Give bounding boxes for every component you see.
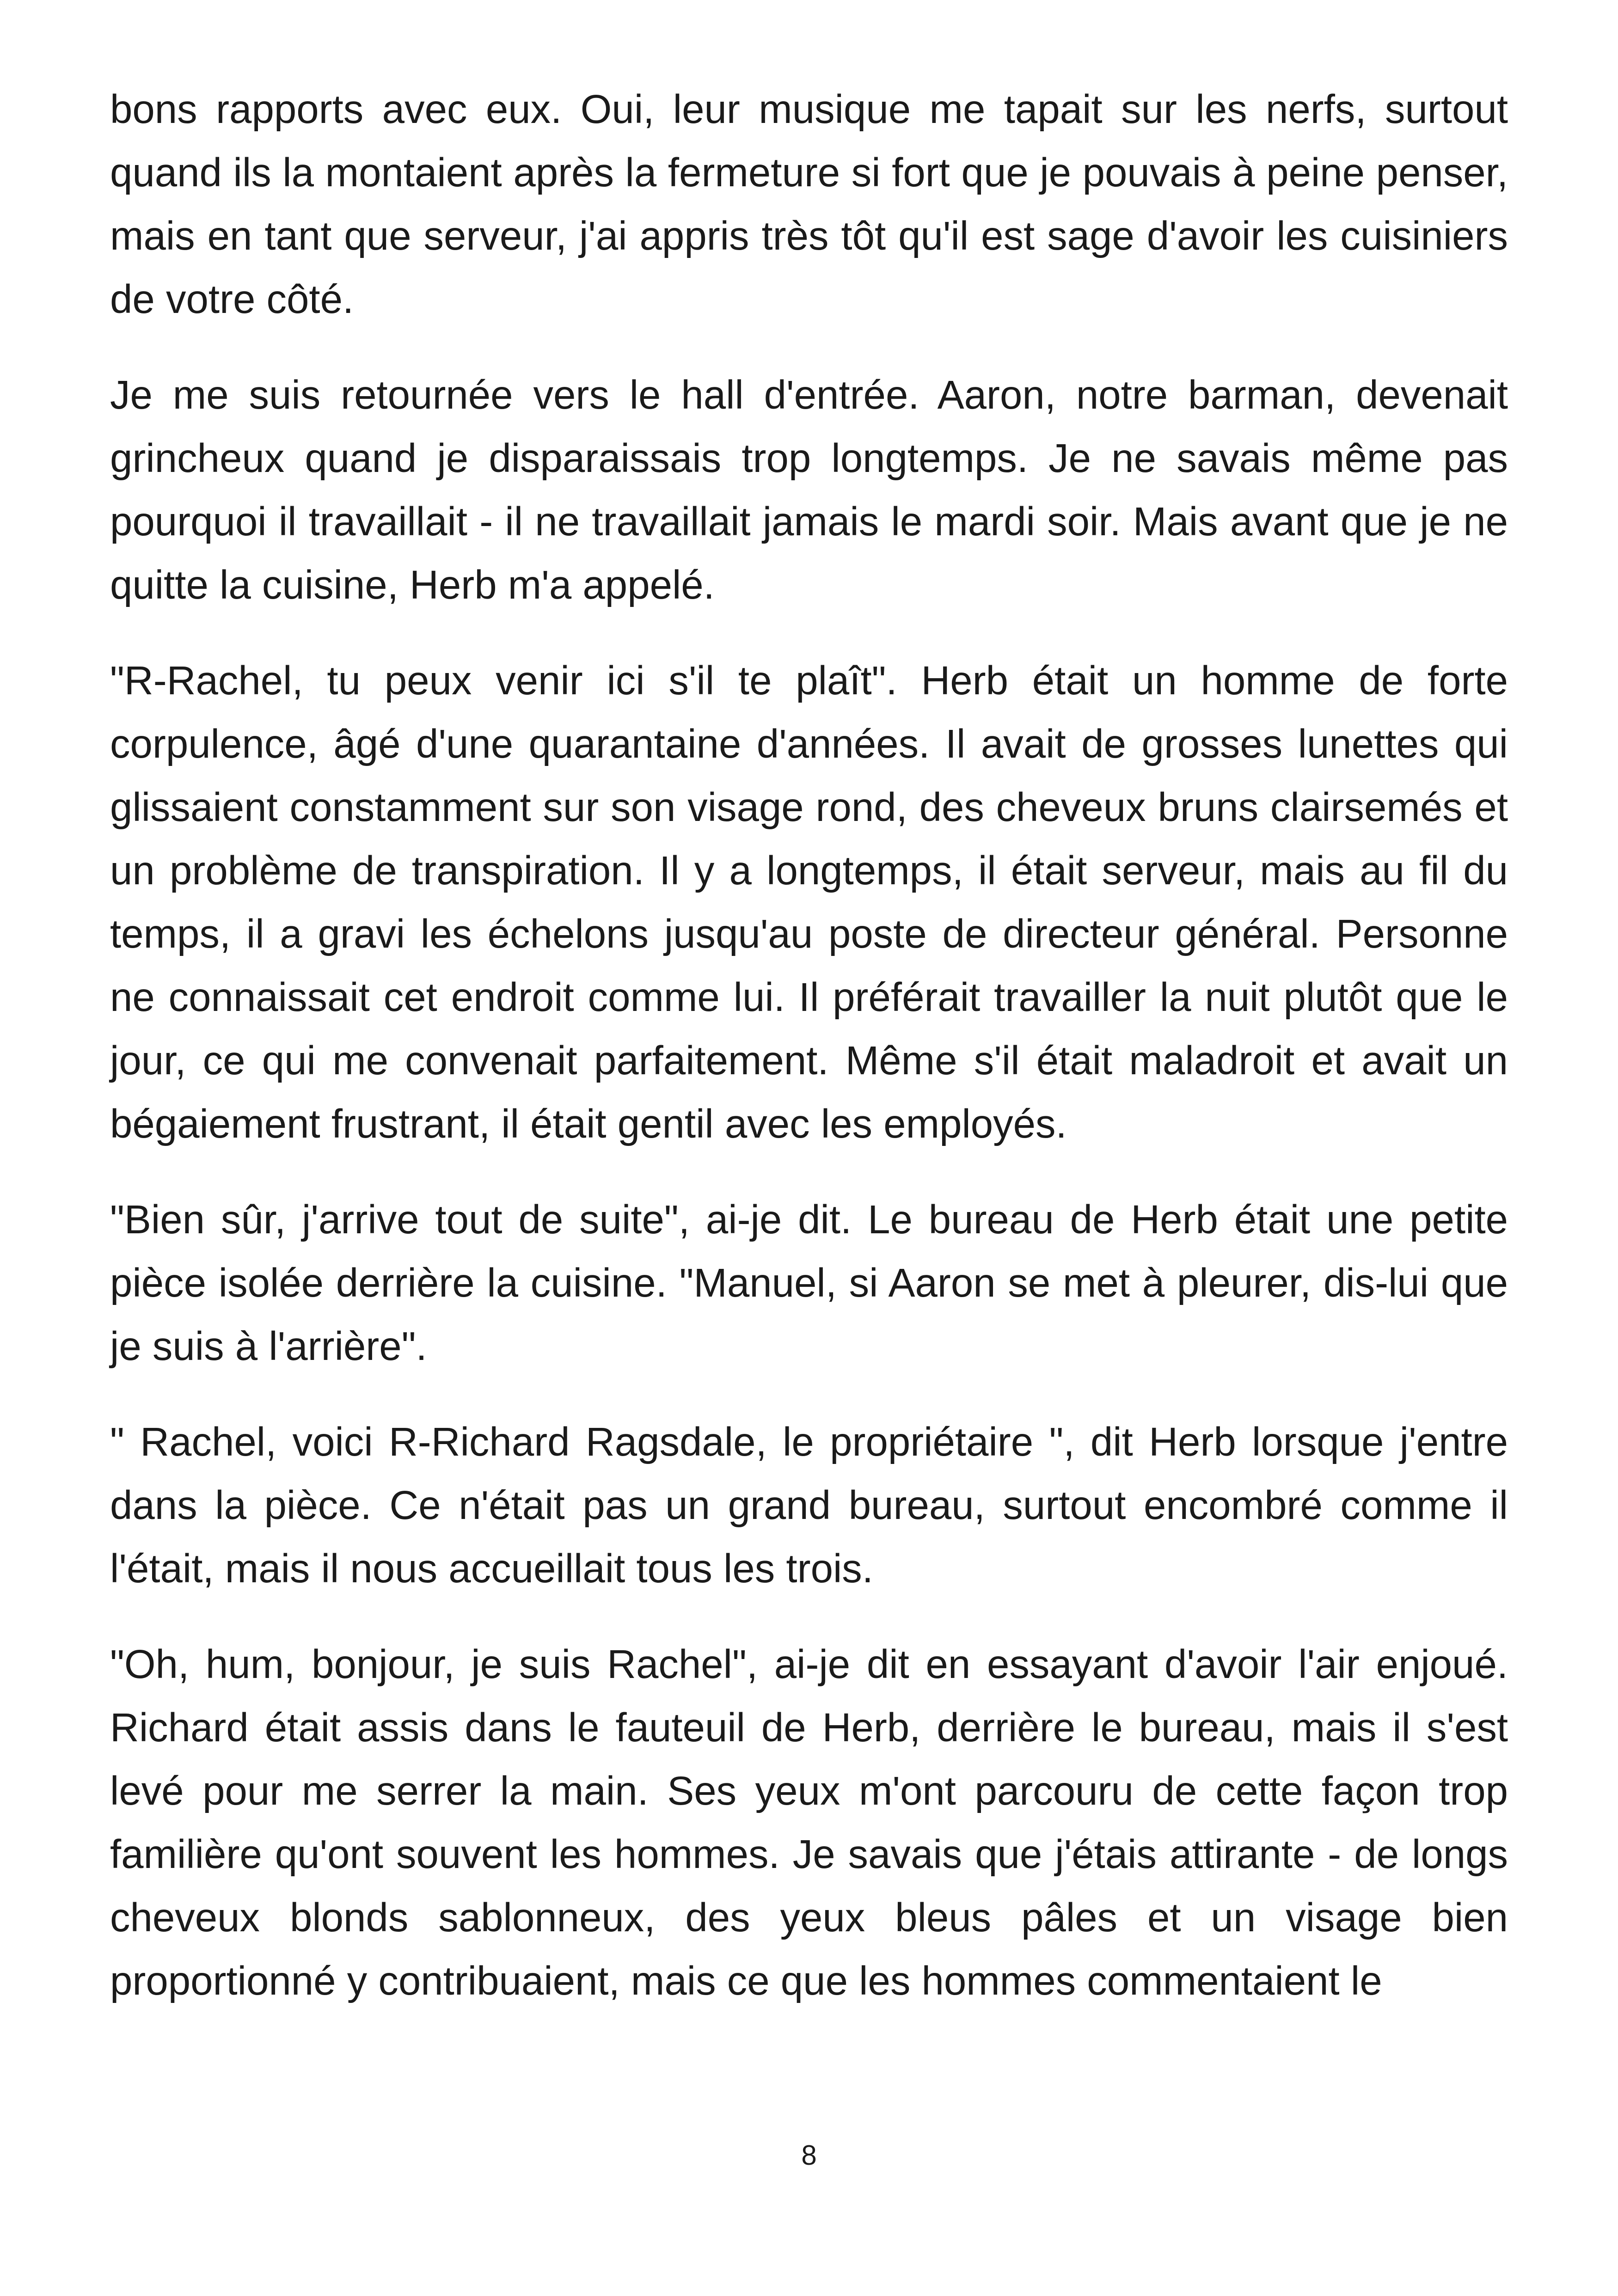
- paragraph: Je me suis retournée vers le hall d'entrée. Aaron, notre barman, devenait grincheux quand je disparaissais trop longtemps. Je ne savais même pas pourquoi il travaillait - il ne travaillait jamais le mardi soir. Mais avant que je ne quitte la cuisine, Herb m'a appelé.: [110, 373, 1508, 607]
- body-text: [110, 78, 1508, 2045]
- paragraph: bons rapports avec eux. Oui, leur musique me tapait sur les nerfs, surtout quand ils la montaient après la fermeture si fort que je pouvais à peine penser, mais en tant que serveur, j'ai appris très tôt qu'il est sage d'avoir les cuisiniers de votre côté.: [110, 87, 1508, 322]
- paragraph: " Rachel, voici R-Richard Ragsdale, le propriétaire ", dit Herb lorsque j'entre dans la pièce. Ce n'était pas un grand bureau, surtout encombré comme il l'était, mais il nous accueillait tous les trois.: [110, 1420, 1508, 1591]
- page-number: 8: [801, 2140, 817, 2171]
- paragraph: "R-Rachel, tu peux venir ici s'il te plaît". Herb était un homme de forte corpulence, âgé d'une quarantaine d'années. Il avait de grosses lunettes qui glissaient constamment sur son visage rond, des cheveux bruns clairsemés et un problème de transpiration. Il y a longtemps, il était serveur, mais au fil du temps, il a gravi les échelons jusqu'au poste de directeur général. Personne ne connaissait cet endroit comme lui. Il préférait travailler la nuit plutôt que le jour, ce qui me convenait parfaitement. Même s'il était maladroit et avait un bégaiement frustrant, il était gentil avec les employés.: [110, 658, 1508, 1146]
- paragraph: "Oh, hum, bonjour, je suis Rachel", ai-je dit en essayant d'avoir l'air enjoué. Richard était assis dans le fauteuil de Herb, derrière le bureau, mais il s'est levé pour me serrer la main. Ses yeux m'ont parcouru de cette façon trop familière qu'ont souvent les hommes. Je savais que j'étais attirante - de longs cheveux blonds sablonneux, des yeux bleus pâles et un visage bien proportionné y contribuaient, mais ce que les hommes commentaient le: [110, 1642, 1508, 2003]
- paragraph: "Bien sûr, j'arrive tout de suite", ai-je dit. Le bureau de Herb était une petite pièce isolée derrière la cuisine. "Manuel, si Aaron se met à pleurer, dis-lui que je suis à l'arrière".: [110, 1197, 1508, 1369]
